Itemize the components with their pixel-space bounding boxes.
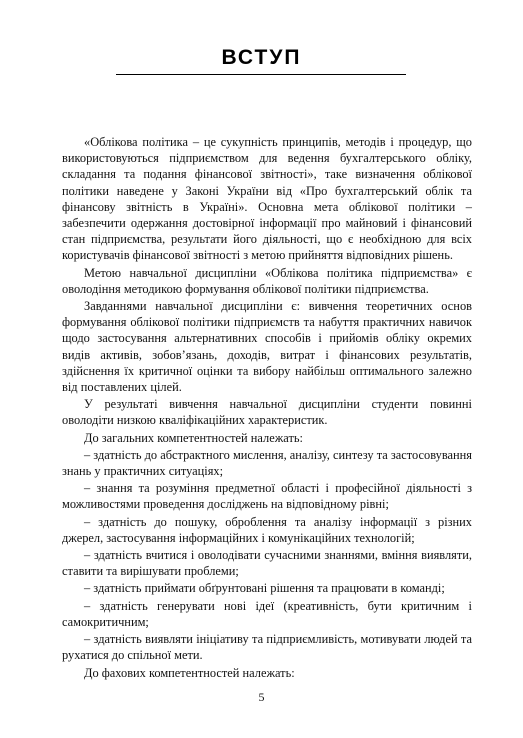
paragraph-goal: Метою навчальної дисципліни «Облікова політика підприємства» є оволодіння методикою формування облікової політики підприємства. — [62, 265, 472, 296]
page-title: ВСТУП — [221, 46, 302, 69]
list-item: – здатність вчитися і оволодівати сучасними знаннями, вміння виявляти, ставити та вирішувати проблеми; — [62, 548, 472, 579]
list-item: – здатність до пошуку, оброблення та аналізу інформації з різних джерел, застосування інформаційних і комунікаційних технологій; — [62, 514, 472, 545]
body-text — [62, 134, 472, 682]
page-number: 5 — [258, 690, 265, 704]
list-item: – здатність генерувати нові ідеї (креативність, бути критичним і самокритичним; — [62, 598, 472, 629]
list-item: – здатність до абстрактного мислення, аналізу, синтезу та застосовування знань у практичних ситуаціях; — [62, 447, 472, 479]
paragraph-general-competences: До загальних компетентностей належать: — [84, 430, 303, 445]
paragraph-professional-competences: До фахових компетентностей належать: — [84, 665, 295, 680]
paragraph-results: У результаті вивчення навчальної дисципліни студенти повинні оволодіти низкою кваліфікаційних характеристик. — [62, 397, 472, 428]
list-item: – здатність приймати обґрунтовані рішення та працювати в команді; — [84, 581, 445, 596]
title-underline — [116, 74, 406, 75]
list-item: – здатність виявляти ініціативу та підприємливість, мотивувати людей та рухатися до спільної мети. — [62, 632, 472, 663]
paragraph-definition: «Облікова політика – це сукупність принципів, методів і процедур, що використовуються підприємством для ведення бухгалтерського обліку, складання та подання фінансової звітності», таке визначення облікової політики наведене у Законі України від «Про бухгалтерський облік та фінансову звітність в Україні». Основна мета облікової політики – забезпечити одержання достовірної інформації про майновий і фінансовий стан підприємства, результати його діяльності, що є необхідною для всіх користувачів фінансової звітності з метою прийняття відповідних рішень. — [62, 135, 472, 263]
list-item: – знання та розуміння предметної області і професійної діяльності з можливостями проведення досліджень на відповідному рівні; — [62, 481, 472, 512]
paragraph-tasks: Завданнями навчальної дисципліни є: вивчення теоретичних основ формування облікової політики підприємств та набуття практичних навичок щодо застосування альтернативних способів і прийомів обліку окремих видів активів, зобов’язань, доходів, витрат і фінансових результатів, здійснення їх критичної оцінки та вибору найбільш оптимального залежно від поставлених цілей. — [62, 299, 472, 395]
